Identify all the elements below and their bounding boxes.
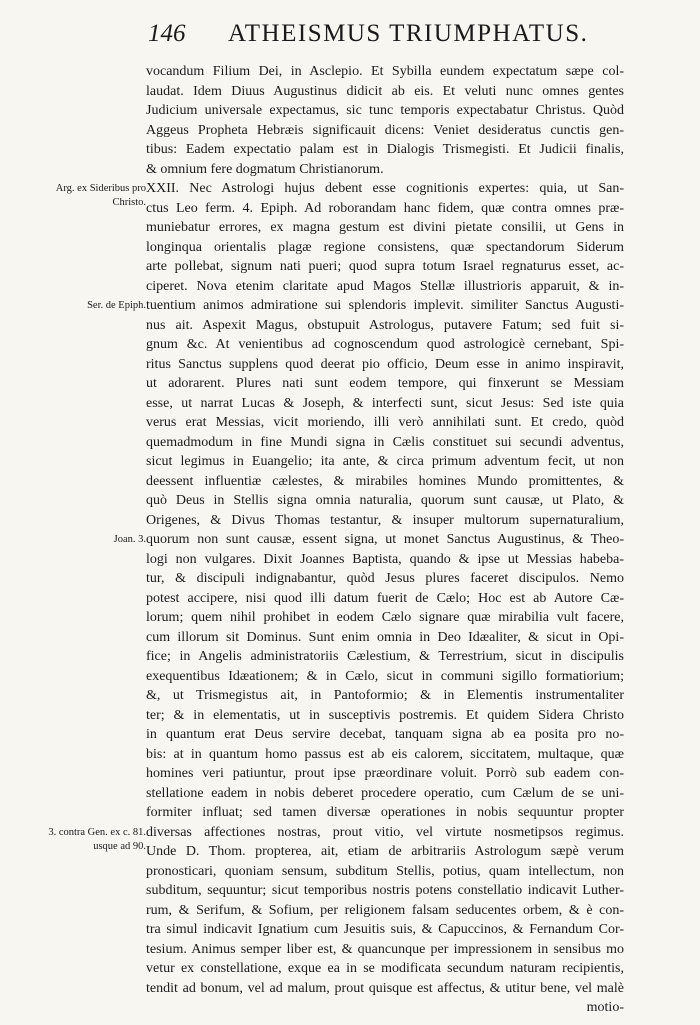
text-line: tra simul indicavit Ignatium cum Jesuitis suis, & Capuccinos, & Fernandum Cor-: [146, 922, 624, 937]
page-header: [148, 20, 608, 56]
text-line: Aggeus Propheta Hebræis significauit dicens: Veniet desideratus cunctis gen-: [146, 122, 624, 138]
text-line: verus erat Messias, vicit moriendo, illi verò annihilati sunt. Et credo, quòd: [146, 415, 624, 430]
running-title: ATHEISMUS TRIUMPHATUS.: [228, 20, 589, 47]
text-line: XXII. Nec Astrologi hujus debent esse cognitionis expertes: quia, ut San-: [146, 181, 624, 196]
text-line: tuentium animos admiratione sui splendoris implevit. similiter Sanctus Augusti-: [146, 298, 624, 313]
text-line: homines veri patiuntur, prout ipse præordinare voluit. Porrò sub eadem con-: [146, 766, 624, 781]
text-line: &, ut Trismegistus ait, in Pantoformio; & in Elementis instrumentaliter: [146, 688, 624, 703]
margin-note: 3. contra Gen. ex c. 81. usque ad 90.: [48, 826, 146, 852]
text-line: laudat. Idem Diuus Augustinus didicit ab eis. Et veluti nunc omnes gentes: [146, 83, 624, 99]
text-line: motio-: [586, 1000, 624, 1015]
text-line: gnum &c. At venientibus ad cognoscendum quod astrologicè cernebant, Spi-: [146, 337, 624, 352]
text-line: lorum; quem nihil prohibet in eodem Cælo signare quæ mirabilia vult facere,: [146, 610, 624, 625]
text-line: exequentibus Idæationem; & in Cælo, sicut in communi sigillo formatiorium;: [146, 668, 624, 684]
text-line: sicut legimus in Euangelio; ita ante, & circa primum adventum fecit, ut non: [146, 454, 624, 469]
text-line: bis: at in quantum homo passus est ab eis calorem, siccitatem, multaque, quæ: [146, 746, 624, 762]
text-line: quemadmodum in fine Mundi signa in Cælis constituet sui secundi adventus,: [146, 434, 624, 450]
body-text: [146, 62, 624, 1018]
text-line: fice; in Angelis administratoriis Cælestium, & Terrestrium, sicut in discipulis: [146, 649, 624, 664]
text-line: longinqua orientalis plagæ regione consistens, quæ spectandorum Siderum: [146, 239, 624, 255]
text-line: nus ait. Aspexit Magus, obstupuit Astrologus, putavere Fatum; sed fuit si-: [146, 317, 624, 333]
text-line: potest accipere, nisi quod illi datum fuerit de Cælo; Hoc est ab Autore Cæ-: [146, 590, 624, 606]
text-line: rum, & Serifum, & Sofium, per religionem falsam seducentes orbem, & è con-: [146, 902, 624, 918]
text-line: ctus Leo ferm. 4. Epiph. Ad roborandam hanc fidem, quæ contra omnes præ-: [146, 200, 624, 216]
text-line: & omnium fere dogmatum Christianorum.: [146, 161, 384, 177]
text-line: subditum, sequuntur; sicut temporibus nostris potens constellatio indicavit Luther-: [146, 883, 624, 898]
text-line: cum illorum sit Dominus. Sunt enim omnia in Deo Idæaliter, & sicut in Opi-: [146, 629, 624, 645]
text-line: Judicium universale expectamus, sic tunc temporis expectabatur Christus. Quòd: [146, 103, 624, 118]
text-line: deessent influentiæ cælestes, & mirabiles homines Mundo promittentes, &: [146, 473, 624, 489]
text-line: vetur ex constellatione, exque ea in se modificata secundum naturam recipientis,: [146, 961, 624, 976]
text-line: formiter influat; sed tamen diversæ operationes in nobis sequuntur propter: [146, 805, 624, 820]
text-line: in quantum erat Deus servire decebat, tanquam signa ab ea posita pro no-: [146, 727, 624, 742]
text-line: quorum non sunt causæ, essent signa, ut monet Sanctus Augustinus, & Theo-: [146, 532, 624, 547]
text-line: Origenes, & Divus Thomas testantur, & insuper multorum supernaturalium,: [146, 512, 624, 528]
text-line: tibus: Eadem expectatio palam est in Dialogis Trismegisti. Et Judicii finalis,: [146, 142, 624, 157]
text-line: vocandum Filium Dei, in Asclepio. Et Sybilla eundem expectatum sæpe col-: [146, 64, 624, 79]
text-line: ut adorarent. Plures nati sunt eodem tempore, qui finxerunt se Messiam: [146, 376, 624, 391]
text-line: arte pollebat, signum nati pueri; quod supra totum Israel regnaturus esset, ac-: [146, 259, 624, 274]
text-line: muniebatur errores, ex magna gestum est divini pietate consilii, ut Gens in: [146, 220, 624, 235]
text-line: stellatione eadem in nobis deberet procedere operatio, cum Cælum de se uni-: [146, 785, 624, 801]
text-line: Unde D. Thom. propterea, ait, etiam de arbitrariis Astrologum sæpè verum: [146, 844, 624, 859]
text-line: tesium. Animus semper liber est, & quancunque per impressionem in sensibus mo: [146, 941, 624, 957]
margin-note: Joan. 3.: [113, 534, 146, 545]
text-line: logi non vulgares. Dixit Joannes Baptista, quando & ipse ut Messias habeba-: [146, 551, 624, 567]
text-line: ritus Sanctus supplens quod deerat pio officio, Deum esse in animo inspiravit,: [146, 356, 624, 372]
text-line: quò Deus in Stellis signa omnia naturalia, quorum sunt causæ, ut Plato, &: [146, 493, 624, 508]
text-line: diversas affectiones nostras, prout vitio, vel virtute nosmetipsos regimus.: [146, 824, 624, 840]
margin-note: Ser. de Epiph.: [87, 300, 146, 311]
margin-note: Arg. ex Sideribus pro Christo.: [55, 183, 146, 208]
text-line: ter; & in elementatis, ut in susceptivis postremis. Et quidem Sidera Christo: [146, 707, 624, 723]
text-line: tur, & discipuli indignabantur, quòd Jesus plures faceret discipulos. Nemo: [146, 571, 624, 586]
text-line: ciperet. Nova etenim claritate apud Magos Stellæ illustrioris apparuit, & in-: [146, 278, 624, 294]
page-number: 146: [148, 20, 186, 47]
text-line: tendit ad bonum, vel ad malum, prout quisque est affectus, & utitur bene, vel malè: [146, 980, 624, 996]
text-line: esse, ut narrat Lucas & Joseph, & interfecti sunt, sicut Jesus: Sed iste quia: [146, 395, 624, 411]
text-line: pronosticari, quoniam sensum, subditum Stellis, potius, quam intellectum, non: [146, 863, 624, 879]
